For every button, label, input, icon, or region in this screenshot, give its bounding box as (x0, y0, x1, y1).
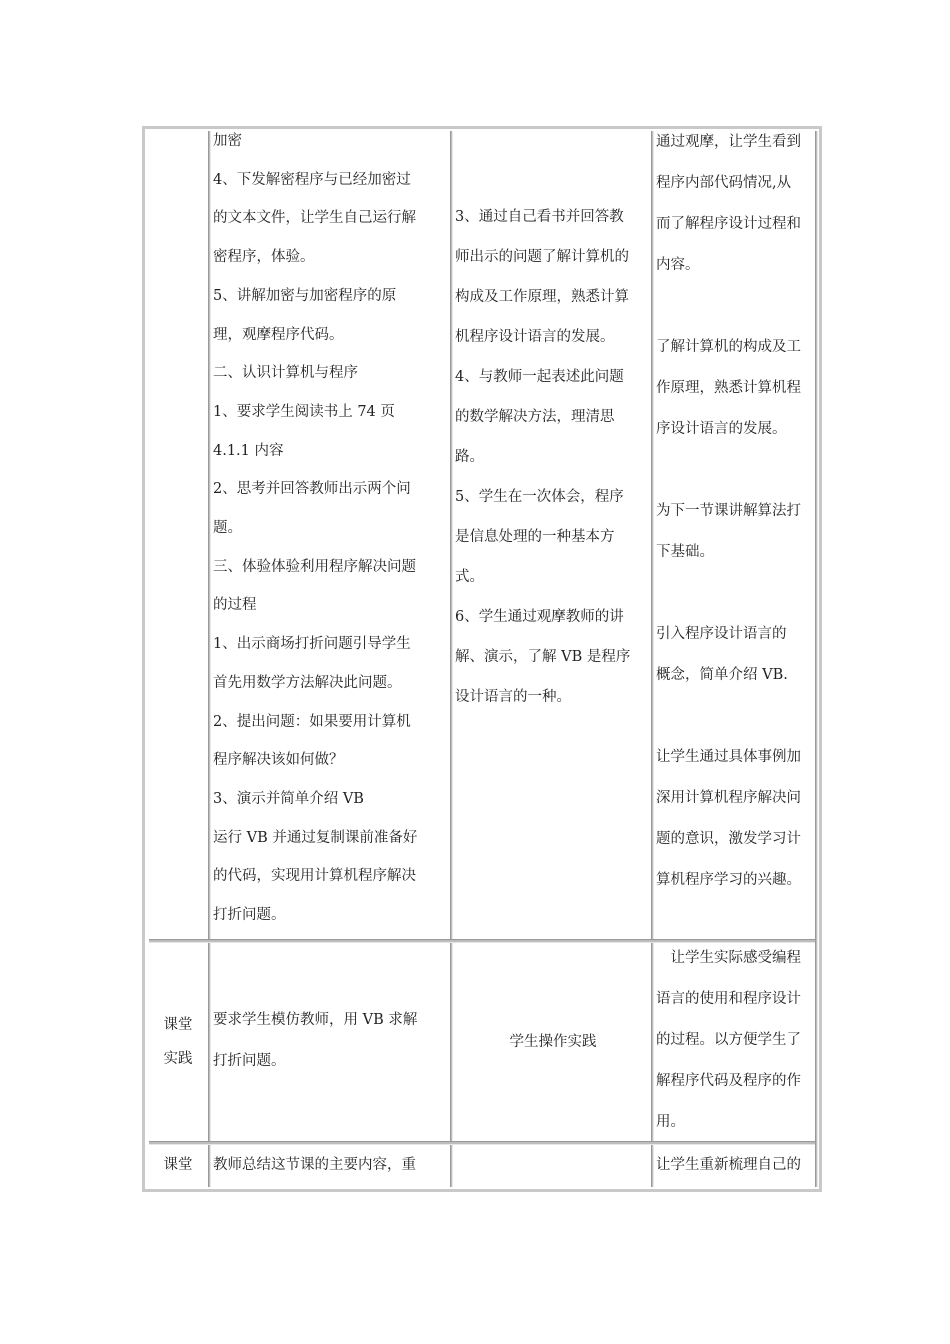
intent-text-line: 让学生通过具体事例加 (656, 749, 801, 765)
teacher-text-line: 运行 VB 并通过复制课前准备好 (213, 829, 418, 846)
student-text-line: 5、学生在一次体会，程序 (455, 489, 624, 505)
row-label: 课堂 (163, 1017, 193, 1033)
student-activity-cell (455, 1145, 651, 1189)
teacher-text-line: 打折问题。 (213, 907, 286, 924)
teacher-text-line: 2、思考并回答教师出示两个问 (213, 481, 411, 498)
student-text: 学生操作实践 (509, 1033, 597, 1050)
intent-text-line: 而了解程序设计过程和 (656, 216, 801, 232)
design-intent-cell (656, 938, 814, 1141)
intent-text-line (656, 450, 814, 491)
intent-text-line (656, 573, 814, 614)
intent-text-line: 内容。 (656, 257, 700, 273)
intent-text-line: 引入程序设计语言的 (656, 626, 787, 642)
teacher-text-line: 加密 (213, 133, 242, 149)
student-text (455, 1157, 460, 1173)
teacher-text-line: 教师总结这节课的主要内容，重 (213, 1157, 416, 1173)
intent-text-line: 语言的使用和程序设计 (656, 991, 801, 1007)
student-activity-cell (455, 197, 651, 939)
table-row (145, 1145, 819, 1189)
intent-text-line (656, 286, 814, 327)
teacher-text-line: 二、认识计算机与程序 (213, 365, 358, 382)
teacher-text-line: 三、体验体验利用程序解决问题 (213, 558, 416, 575)
teacher-text-line: 理，观摩程序代码。 (213, 326, 344, 343)
student-text-line: 是信息处理的一种基本方 (455, 529, 615, 545)
student-text-line: 机程序设计语言的发展。 (455, 329, 615, 345)
lesson-plan-table (142, 126, 822, 1192)
teacher-text-line: 3、演示并简单介绍 VB (213, 790, 364, 807)
student-text-line: 式。 (455, 569, 484, 585)
intent-text-line: 题的意识，激发学习计 (656, 831, 801, 847)
teacher-text-line: 题。 (213, 520, 242, 537)
teacher-activity-cell (213, 1145, 449, 1189)
teacher-activity-cell (213, 943, 449, 1141)
student-text-line: 师出示的问题了解计算机的 (455, 249, 629, 265)
intent-text-line: 作原理，熟悉计算机程 (656, 380, 801, 396)
intent-text-line: 通过观摩，让学生看到 (656, 134, 801, 150)
row-label (149, 141, 154, 157)
intent-text-line: 了解计算机的构成及工 (656, 339, 801, 355)
intent-text-line: 让学生实际感受编程 (656, 950, 801, 966)
teacher-text-line: 4.1.1 内容 (213, 442, 284, 459)
intent-text-line: 解程序代码及程序的作 (656, 1073, 801, 1089)
teacher-activity-cell (213, 122, 449, 939)
design-intent-cell (656, 122, 814, 939)
intent-text-line (656, 696, 814, 737)
student-text-line: 解、演示，了解 VB 是程序 (455, 649, 631, 665)
student-text-line: 设计语言的一种。 (455, 689, 571, 705)
row-label-cell (149, 129, 207, 939)
teacher-text-line: 1、出示商场打折问题引导学生 (213, 636, 411, 653)
intent-text-line: 概念，简单介绍 VB. (656, 667, 788, 683)
teacher-text-line: 2、提出问题：如果要用计算机 (213, 713, 411, 730)
intent-text-line: 深用计算机程序解决问 (656, 790, 801, 806)
student-text-line: 3、通过自己看书并回答教 (455, 209, 624, 225)
teacher-text-line: 程序解决该如何做？ (213, 752, 344, 769)
intent-text-line: 为下一节课讲解算法打 (656, 503, 801, 519)
intent-text-line: 序设计语言的发展。 (656, 421, 787, 437)
teacher-text-line: 的过程 (213, 597, 257, 614)
student-text-line: 构成及工作原理，熟悉计算 (455, 289, 629, 305)
teacher-text-line: 1、要求学生阅读书上 74 页 (213, 403, 395, 420)
row-label-cell (149, 943, 207, 1141)
row-label: 课堂 (163, 1157, 193, 1173)
teacher-text-line: 打折问题。 (213, 1052, 286, 1069)
intent-text-line: 下基础。 (656, 544, 714, 560)
table-row (145, 943, 819, 1141)
intent-text-line: 算机程序学习的兴趣。 (656, 872, 801, 888)
teacher-text-line: 密程序，体验。 (213, 249, 315, 266)
row-label-cell (149, 1145, 207, 1189)
intent-text-line: 用。 (656, 1114, 685, 1130)
student-text-line: 6、学生通过观摩教师的讲 (455, 609, 624, 625)
teacher-text-line: 首先用数学方法解决此问题。 (213, 674, 402, 691)
design-intent-cell (656, 1145, 814, 1189)
student-activity-cell (455, 943, 651, 1141)
teacher-text-line: 4、下发解密程序与已经加密过 (213, 171, 411, 188)
teacher-text-line: 5、讲解加密与加密程序的原 (213, 287, 397, 304)
intent-text-line: 程序内部代码情况,从 (656, 175, 792, 191)
table-row (145, 129, 819, 939)
row-label: 实践 (163, 1051, 193, 1067)
student-text-line: 路。 (455, 449, 484, 465)
teacher-text-line: 要求学生模仿教师，用 VB 求解 (213, 1012, 418, 1028)
intent-text-line: 让学生重新梳理自己的 (656, 1157, 801, 1173)
intent-text-line: 的过程。以方便学生了 (656, 1032, 801, 1048)
teacher-text-line: 的代码，实现用计算机程序解决 (213, 868, 416, 885)
teacher-text-line: 的文本文件，让学生自己运行解 (213, 210, 416, 227)
student-text-line: 的数学解决方法，理清思 (455, 409, 615, 425)
student-text-line: 4、与教师一起表述此问题 (455, 369, 624, 385)
